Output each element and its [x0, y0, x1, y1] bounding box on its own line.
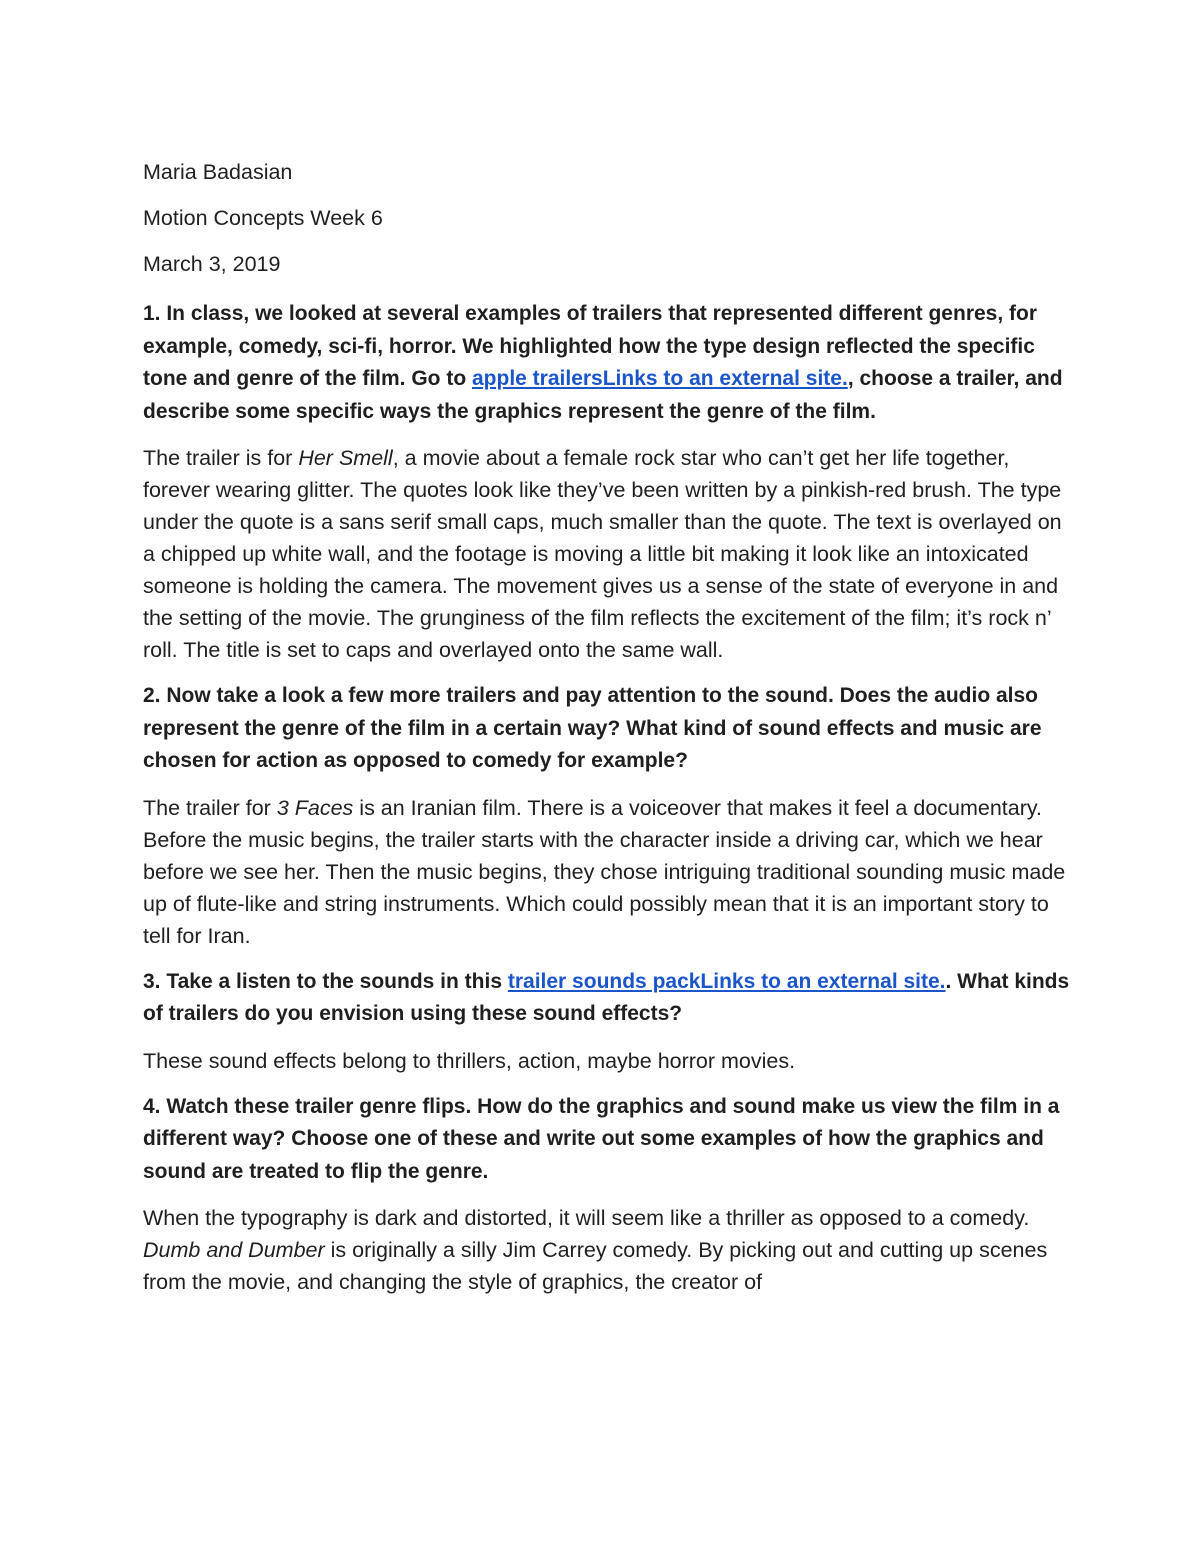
question-1-text: 1. In class, we looked at several examples of trailers that represented different genres, for example, comedy, sci-fi, horror. We highlighted how the type design reflected the specific tone and genre of the film. Go to — [143, 302, 1038, 390]
question-2: 2. Now take a look a few more trailers and pay attention to the sound. Does the audio also represent the genre of the film in a certain way? What kind of sound effects and music are chosen for action as opposed to comedy for example? — [143, 684, 1042, 772]
question-1-text-end: , choose a trailer, and describe some specific ways the graphics represent the genre of the film. — [143, 367, 1063, 423]
question-1 — [143, 298, 1073, 428]
answer-4-text: is originally a silly Jim Carrey comedy. By picking out and cutting up scenes from the movie, and changing the style of graphics, the creator of — [143, 1238, 1048, 1294]
answer-3: These sound effects belong to thrillers, action, maybe horror movies. — [143, 1048, 796, 1073]
author-name: Maria Badasian — [143, 160, 293, 184]
answer-1-film-title: Her Smell — [298, 446, 393, 470]
question-3-text-end: . What kinds of trailers do you envision using these sound effects? — [143, 969, 1070, 1025]
answer-1-lead: The trailer is for — [143, 446, 299, 470]
question-3-text: 3. Take a listen to the sounds in this — [143, 969, 508, 993]
course-title: Motion Concepts Week 6 — [143, 206, 383, 230]
answer-2-film-title: 3 Faces — [276, 795, 354, 820]
answer-4 — [143, 1202, 1073, 1298]
trailer-sounds-pack-link[interactable]: trailer sounds packLinks to an external site. — [507, 969, 946, 993]
answer-2 — [143, 792, 1073, 952]
answer-1-text: , a movie about a female rock star who can’t get her life together, forever wearing glitter. The quotes look like they’ve been written by a pinkish-red brush. The type under the quote is a sans serif small caps, much smaller than the quote. The text is overlayed on a chipped up white wall, and the footage is moving a little bit making it look like an intoxicated someone is holding the camera. The movement gives us a sense of the state of everyone in and the setting of the movie. The grunginess of the film reflects the excitement of the film; it’s rock n’ roll. The title is set to caps and overlayed onto the same wall. — [143, 446, 1062, 662]
document-page — [143, 156, 1073, 1312]
answer-2-lead: The trailer for — [143, 795, 277, 820]
answer-1 — [143, 442, 1073, 666]
answer-4-lead: When the typography is dark and distorted, it will seem like a thriller as opposed to a comedy. — [143, 1206, 1030, 1230]
answer-2-text: is an Iranian film. There is a voiceover that makes it feel a documentary. Before the music begins, the trailer starts with the character inside a driving car, which we hear before we see her. Then the music begins, they chose intriguing traditional sounding music made up of flute-like and string instruments. Which could possibly mean that it is an important story to tell for Iran. — [143, 795, 1066, 948]
answer-4-film-title: Dumb and Dumber — [143, 1238, 325, 1262]
document-date: March 3, 2019 — [143, 252, 281, 276]
apple-trailers-link[interactable]: apple trailersLinks to an external site. — [472, 367, 848, 390]
question-4: 4. Watch these trailer genre flips. How do the graphics and sound make us view the film in a different way? Choose one of these and write out some examples of how the graphics and sound are treated to flip the genre. — [143, 1094, 1060, 1183]
question-3 — [143, 966, 1073, 1031]
